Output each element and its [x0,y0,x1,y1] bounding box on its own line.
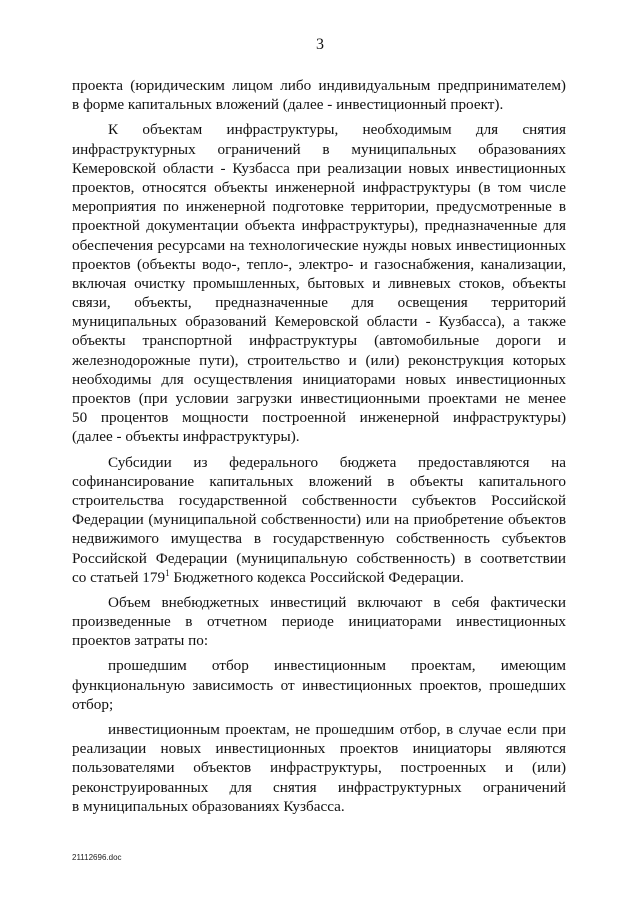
text-line: софинансирование капитальных вложений в объекты капитального [72,472,566,490]
paragraph-selected-projects [72,656,566,714]
paragraph-infrastructure-objects [72,120,566,446]
text-line: обеспечения ресурсами на технологические нужды новых инвестиционных [72,236,566,254]
text-line-with-footnote [72,568,566,587]
text-line: инвестиционным проектам, не прошедшим отбор, в случае если при [108,721,566,738]
text-line: проектной документации объекта инфраструктуры), предназначенные для [72,217,566,235]
text-line: отбор; [72,695,114,713]
text-line: в форме капитальных вложений (далее - инвестиционный проект). [72,96,504,114]
text-line: прошедшим отбор инвестиционным проектам, имеющим [108,657,566,675]
paragraph-unselected-projects [72,720,566,816]
text-line: проектов (объекты водо-, тепло-, электро- и газоснабжения, канализации, [72,255,566,273]
text-line: в муниципальных образованиях Кузбасса. [72,797,345,815]
text-line: К объектам инфраструктуры, необходимым для снятия [108,121,566,139]
text-line: проекта (юридическим лицом либо индивидуальным предпринимателем) [72,77,566,94]
text-line: муниципальных образований Кемеровской области - Кузбасса), а также [72,313,566,331]
text-line: (далее - объекты инфраструктуры). [72,428,300,446]
footer-filename: 21112696.doc [72,853,122,862]
text-line: необходимы для осуществления инициаторами новых инвестиционных [72,370,566,388]
paragraph-federal-subsidies [72,453,566,587]
text-fragment: со статьей 179 [72,568,166,586]
text-line: объекты транспортной инфраструктуры (автомобильные дороги и [72,332,566,350]
text-line: включая очистку промышленных, бытовых и ливневых стоков, объекты [72,274,566,292]
text-line: недвижимого имущества в государственную собственность субъектов [72,530,566,548]
text-line: Кемеровской области - Кузбасса при реализации новых инвестиционных [72,159,566,177]
text-line: инфраструктурных ограничений в муниципальных образованиях [72,140,566,158]
page-number: 3 [316,36,324,53]
text-line: реконструированных для снятия инфраструктурных ограничений [72,778,566,796]
text-line: Российской Федерации (муниципальную собственность) в соответствии [72,549,566,567]
text-line: железнодорожные пути), строительство и (или) реконструкция которых [72,351,566,369]
text-line: Субсидии из федерального бюджета предоставляются на [108,453,566,471]
text-line: проектов (при условии загрузки инвестиционными проектами не менее [72,390,566,407]
text-line: функциональную зависимость от инвестиционных проектов, прошедших [72,676,566,694]
paragraph-extrabudgetary-investments [72,593,566,651]
text-line: связи, объекты, предназначенные для освещения территорий [72,294,566,312]
text-line: Объем внебюджетных инвестиций включают в себя фактически [108,593,566,611]
text-line: 50 процентов мощности построенной инженерной инфраструктуры) [72,409,566,427]
text-line: проектов, относятся объекты инженерной инфраструктуры (в том числе [72,178,566,196]
text-line: произведенные в отчетном периоде инициаторами инвестиционных [72,613,566,631]
text-line: мероприятия по инженерной подготовке территории, предусмотренные в [72,198,566,216]
text-line: Федерации (муниципальной собственности) или на приобретение объектов [72,511,566,529]
text-line: пользователями объектов инфраструктуры, построенных и (или) [72,759,566,777]
text-line: реализации новых инвестиционных проектов инициаторы являются [72,740,566,758]
text-line: строительства государственной собственности субъектов Российской [72,491,566,509]
superscript-marker: 1 [165,567,170,578]
document-body [72,76,566,816]
text-fragment: Бюджетного кодекса Российской Федерации. [169,568,464,586]
paragraph-project-definition [72,76,566,114]
text-line: проектов затраты по: [72,632,209,650]
